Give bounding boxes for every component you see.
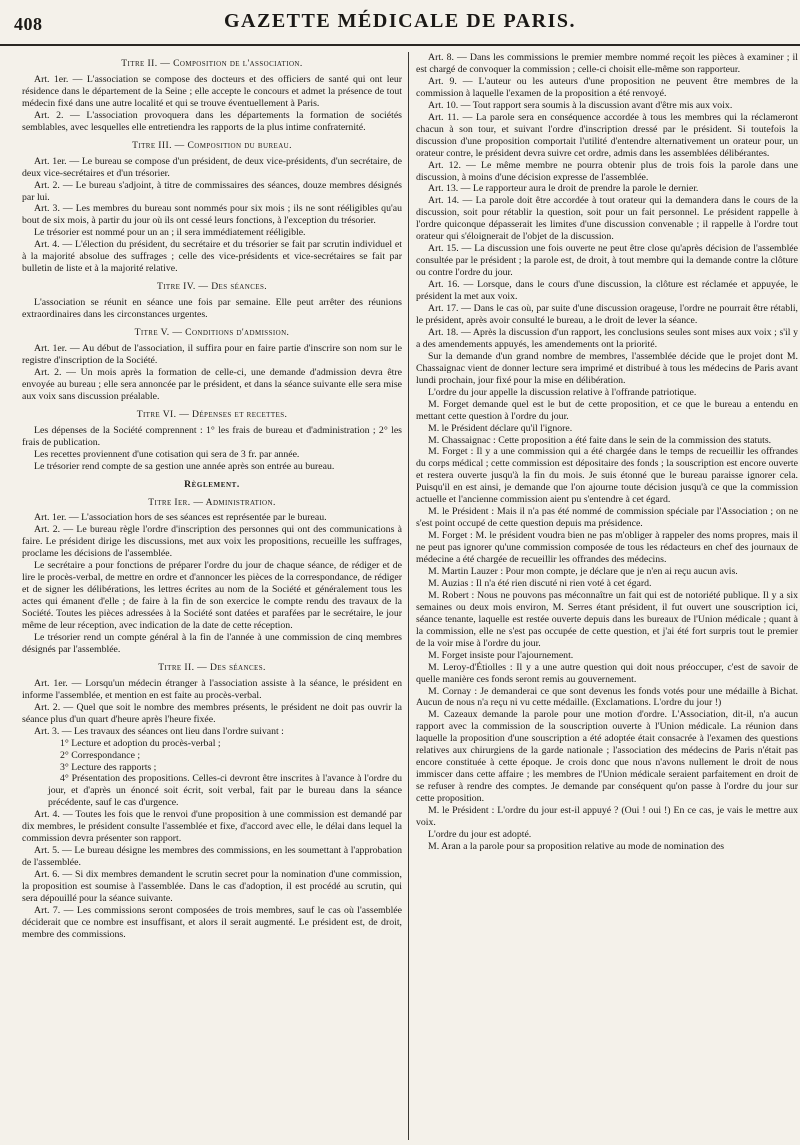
paragraph: M. Chassaignac : Cette proposition a été faite dans le sein de la commission des statuts. bbox=[428, 434, 772, 446]
paragraph: Art. 8. — Dans les commissions le premier membre nommé reçoit les pièces à examiner ; il est chargé de convoquer la commission ; celle-ci choisit elle-même son rapporteur. bbox=[416, 52, 798, 75]
paragraph: Art. 1er. — Lorsqu'un médecin étranger à l'association assiste à la séance, le président en informe l'assemblée, et mention en est faite au procès-verbal. bbox=[22, 677, 402, 701]
paragraph: Art. 6. — Si dix membres demandent le scrutin secret pour la nomination d'une commission, la proposition est soumise à l'assemblée. Dans le cas d'adoption, il est procédé au scrutin, qui sera dépouillé pour la séance suivante. bbox=[22, 869, 402, 904]
paragraph: Art. 2. — Quel que soit le nombre des membres présents, le président ne doit pas ouvrir la séance plus d'un quart d'heure après l'heure fixée. bbox=[22, 701, 402, 725]
paragraph: Le trésorier rend un compte général à la fin de l'année à une commission de cinq membres désignés par l'assemblée. bbox=[22, 631, 402, 655]
paragraph: Art. 5. — Le bureau désigne les membres des commissions, en les soumettant à l'approbation de l'assemblée. bbox=[22, 845, 402, 869]
page-number: 408 bbox=[14, 14, 43, 34]
paragraph: M. Forget demande quel est le but de cette proposition, et ce que le bureau a entendu en mettant cette question à l'ordre du jour. bbox=[416, 398, 798, 422]
paragraph: Art. 3. — Les membres du bureau sont nommés pour six mois ; ils ne sont rééligibles qu'au bout de six mois, à partir du jour où ils ont cessé leurs fonctions, à l'exception du trésorier. bbox=[22, 203, 402, 227]
list-item: 3° Lecture des rapports ; bbox=[60, 761, 157, 773]
left-column bbox=[22, 52, 402, 1142]
paragraph: Le trésorier rend compte de sa gestion une année après son entrée au bureau. bbox=[34, 460, 335, 472]
paragraph: Art. 12. — Le même membre ne pourra obtenir plus de trois fois la parole dans une discussion, à moins d'une décision expresse de l'assemblée. bbox=[416, 159, 798, 183]
paragraph: Art. 3. — Les travaux des séances ont lieu dans l'ordre suivant : bbox=[34, 725, 284, 737]
paragraph: Art. 2. — Un mois après la formation de celle-ci, une demande d'admission devra être envoyée au bureau ; elle sera annoncée par le président, et dans la séance suivante elle sera mise aux voix sans discussion préalable. bbox=[22, 366, 402, 402]
paragraph: Art. 7. — Les commissions seront composées de trois membres, sauf le cas où l'assemblée déciderait que ce nombre est insuffisant, et alors il serait augmenté. Le président est, de droit, membre des commissions. bbox=[22, 904, 402, 940]
section-title: Règlement. bbox=[184, 478, 240, 490]
column-divider bbox=[408, 52, 409, 1140]
paragraph: Les dépenses de la Société comprennent : 1° les frais de bureau et d'administration ; 2° les frais de publication. bbox=[22, 424, 402, 448]
section-heading: Titre IV. — Des séances. bbox=[156, 281, 268, 293]
paragraph: M. Forget : M. le président voudra bien ne pas m'obliger à rappeler des noms propres, mais il ne peut pas ignorer qu'une commission composée de tous les rédacteurs en chef des journaux de médecine a été chargée de recueillir les offrandes des médecins. bbox=[416, 530, 798, 566]
paragraph: Art. 15. — La discussion une fois ouverte ne peut être close qu'après décision de l'assemblée consultée par le président ; la parole est, de droit, à tout membre qui la demande contre la clôture ou contre l'ordre du jour. bbox=[416, 243, 798, 279]
paragraph: Art. 9. — L'auteur ou les auteurs d'une proposition ne peuvent être membres de la commission à laquelle l'examen de la proposition a été renvoyé. bbox=[416, 75, 798, 99]
paragraph: Art. 1er. — L'association hors de ses séances est représentée par le bureau. bbox=[34, 512, 327, 524]
paragraph: Art. 4. — L'élection du président, du secrétaire et du trésorier se fait par scrutin individuel et à la majorité absolue des suffrages ; celle des vice-présidents et vice-secrétaires se fait par bulletin de liste et à la majorité relative. bbox=[22, 239, 402, 275]
list-item: 1° Lecture et adoption du procès-verbal ; bbox=[60, 737, 221, 749]
paragraph: M. Aran a la parole pour sa proposition relative au mode de nomination des bbox=[428, 840, 725, 852]
paragraph: M. Cornay : Je demanderai ce que sont devenus les fonds votés pour une médaille à Bichat. Aucun de nous n'a reçu ni vu cette médaille. (Exclamations. L'ordre du jour !) bbox=[416, 685, 798, 709]
paragraph: Le trésorier est nommé pour un an ; il sera immédiatement rééligible. bbox=[34, 227, 306, 239]
list-item: 2° Correspondance ; bbox=[60, 749, 141, 761]
paragraph: Art. 1er. — Au début de l'association, il suffira pour en faire partie d'inscrire son nom sur le registre d'inscription de la Société. bbox=[22, 343, 402, 366]
right-column bbox=[416, 52, 798, 1142]
section-heading: Titre V. — Conditions d'admission. bbox=[134, 327, 290, 339]
paragraph: Art. 10. — Tout rapport sera soumis à la discussion avant d'être mis aux voix. bbox=[428, 99, 733, 111]
paragraph: M. Martin Lauzer : Pour mon compte, je déclare que je n'en ai reçu aucun avis. bbox=[428, 565, 738, 577]
paragraph: Art. 2. — Le bureau s'adjoint, à titre de commissaires des séances, douze membres désignés par lui. bbox=[22, 179, 402, 203]
paragraph: L'ordre du jour appelle la discussion relative à l'offrande patriotique. bbox=[428, 386, 697, 398]
paragraph: Les recettes proviennent d'une cotisation qui sera de 3 fr. par année. bbox=[34, 448, 300, 460]
paragraph: Art. 1er. — Le bureau se compose d'un président, de deux vice-présidents, d'un secrétaire, de deux vice-secrétaires et d'un trésorier. bbox=[22, 155, 402, 179]
paragraph: M. le Président déclare qu'il l'ignore. bbox=[428, 422, 573, 434]
paragraph: Sur la demande d'un grand nombre de membres, l'assemblée décide que le projet dont M. Chassaignac vient de donner lecture sera imprimé et distribué à tous les médecins de Paris avant lundi prochain, jour fixé pour la mise en délibération. bbox=[416, 350, 798, 386]
paragraph: M. Forget insiste pour l'ajournement. bbox=[428, 649, 574, 661]
paragraph: L'association se réunit en séance une fois par semaine. Elle peut arrêter des réunions extraordinaires dans les circonstances urgentes. bbox=[22, 297, 402, 321]
paragraph: Art. 18. — Après la discussion d'un rapport, les conclusions seules sont mises aux voix ; s'il y a des amendements appuyés, les amendements ont la priorité. bbox=[416, 326, 798, 350]
paragraph: M. Forget : Il y a une commission qui a été chargée dans le temps de recueillir les offrandes du corps médical ; cette commission est dépositaire des fonds ; la souscription est encore ouverte et restera ouverte jusqu'à la fin du mois. Je suis étonné que le bureau paraisse ignorer cela. Puisqu'il en est ainsi, je demande que l'on ajourne toute décision jusqu'à ce que la commission actuelle et l'ancienne commission aient pu s'entendre à cet égard. bbox=[416, 446, 798, 506]
paragraph: M. le Président : Mais il n'a pas été nommé de commission spéciale par l'Association ; on ne s'est point occupé de cette question depuis ma présidence. bbox=[416, 506, 798, 530]
paragraph: Art. 4. — Toutes les fois que le renvoi d'une proposition à une commission est demandé par dix membres, le président consulte l'assemblée et fixe, d'accord avec elle, le délai dans lequel la commission devra présenter son rapport. bbox=[22, 809, 402, 845]
paragraph: Art. 1er. — L'association se compose des docteurs et des officiers de santé qui ont leur résidence dans le département de la Seine ; elle accepte le concours et admet la présence de tout médecin fixé dans une autre localité et qui se trouve éventuellement à Paris. bbox=[22, 73, 402, 109]
section-heading: Titre II. — Composition de l'association. bbox=[121, 58, 303, 69]
paragraph: Art. 16. — Lorsque, dans le cours d'une discussion, la clôture est réclamée et appuyée, le président la met aux voix. bbox=[416, 279, 798, 303]
paragraph: M. le Président : L'ordre du jour est-il appuyé ? (Oui ! oui !) En ce cas, je vais le mettre aux voix. bbox=[416, 805, 798, 828]
list-item: 4° Présentation des propositions. Celles-ci devront être inscrites à l'avance à l'ordre du jour, et d'après un énoncé soit écrit, soit verbal, fait par le bureau dans la séance précédente, sauf le cas d'urgence. bbox=[48, 773, 402, 809]
paragraph: L'ordre du jour est adopté. bbox=[428, 828, 532, 840]
paragraph: M. Cazeaux demande la parole pour une motion d'ordre. L'Association, dit-il, n'a aucun rapport avec la commission de la souscription ouverte à l'Union médicale. La réunion dans laquelle la proposition d'une souscription a été adoptée était consacrée à l'examen des questions relatives aux chirurgiens de la garde nationale ; l'association des médecins de Paris n'était pas encore constituée à cette époque. Je crois donc que nous n'avons nullement le droit de nous immiscer dans cette affaire ; les membres de l'Union médicale seraient parfaitement en droit de se refuser à rendre des comptes. Je demande par conséquent qu'on passe à l'ordre du jour sur cette proposition. bbox=[416, 709, 798, 805]
section-heading: Titre III. — Composition du bureau. bbox=[132, 139, 292, 151]
section-heading: Titre II. — Des séances. bbox=[158, 661, 266, 673]
paragraph: M. Robert : Nous ne pouvons pas méconnaître un fait qui est de notoriété publique. Il y a six semaines ou deux mois environ, M. Serres étant président, il fut ouvert une souscription ici, séance tenante, laquelle est restée ouverte depuis dans les bureaux de l'Union médicale ; quant à la commission, elle ne s'est pas occupée de cette question, et j'ai été fort surpris tout le premier de la voir mise à l'ordre du jour. bbox=[416, 589, 798, 649]
paragraph: Art. 17. — Dans le cas où, par suite d'une discussion orageuse, l'ordre ne pourrait être rétabli, le président, après avoir consulté le bureau, a le droit de lever la séance. bbox=[416, 303, 798, 326]
running-title: GAZETTE MÉDICALE DE PARIS. bbox=[223, 10, 577, 32]
paragraph: M. Leroy-d'Étiolles : Il y a une autre question qui doit nous préoccuper, c'est de savoir de quelle manière ces fonds seront remis au gouvernement. bbox=[416, 661, 798, 685]
section-heading: Titre Ier. — Administration. bbox=[148, 496, 276, 508]
page-header bbox=[0, 0, 800, 46]
paragraph: Art. 2. — L'association provoquera dans les départements la formation de sociétés semblables, avec lesquelles elle entretiendra les rapports de la plus intime confraternité. bbox=[22, 109, 402, 133]
paragraph: M. Auzias : Il n'a été rien discuté ni rien voté à cet égard. bbox=[428, 577, 652, 589]
paragraph: Art. 11. — La parole sera en conséquence accordée à tous les membres qui la réclameront chacun à son tour, et suivant l'ordre d'inscription dressé par le président. Si toutefois la discussion d'une proposition comportait l'utilité d'entendre alternativement un orateur pour, un orateur contre, le président devra suivre cet ordre, admis dans les assemblées délibérantes. bbox=[416, 111, 798, 159]
paragraph: Art. 13. — Le rapporteur aura le droit de prendre la parole le dernier. bbox=[428, 183, 699, 195]
paragraph: Art. 14. — La parole doit être accordée à tout orateur qui la demandera dans le cours de la discussion, soit pour rétablir la question, soit pour un fait personnel. Le président rappelle à l'ordre quiconque dépasserait les limites d'une discussion convenable ; il rappelle à l'ordre tout orateur qui s'éloignerait de l'objet de la discussion. bbox=[416, 195, 798, 243]
paragraph: Art. 2. — Le bureau règle l'ordre d'inscription des personnes qui ont des communications à faire. Le président dirige les discussions, met aux voix les propositions, recueille les suffrages, proclame les décisions de l'assemblée. bbox=[22, 524, 402, 560]
section-heading: Titre VI. — Dépenses et recettes. bbox=[136, 408, 288, 420]
paragraph: Le secrétaire a pour fonctions de préparer l'ordre du jour de chaque séance, de rédiger et de lire le procès-verbal, de mettre en ordre et d'annoncer les pièces de la correspondance, de rédiger et de signer les délibérations, les lettres écrites au nom de la Société et généralement tous les actes qui émanent d'elle ; de faire à la fin de son exercice le compte rendu des travaux de la Société. Toutes les pièces adressées à la Société sont datées et parafées par le secrétaire, le jour même de leur réception, avec indication de la date de cette réception. bbox=[22, 560, 402, 632]
